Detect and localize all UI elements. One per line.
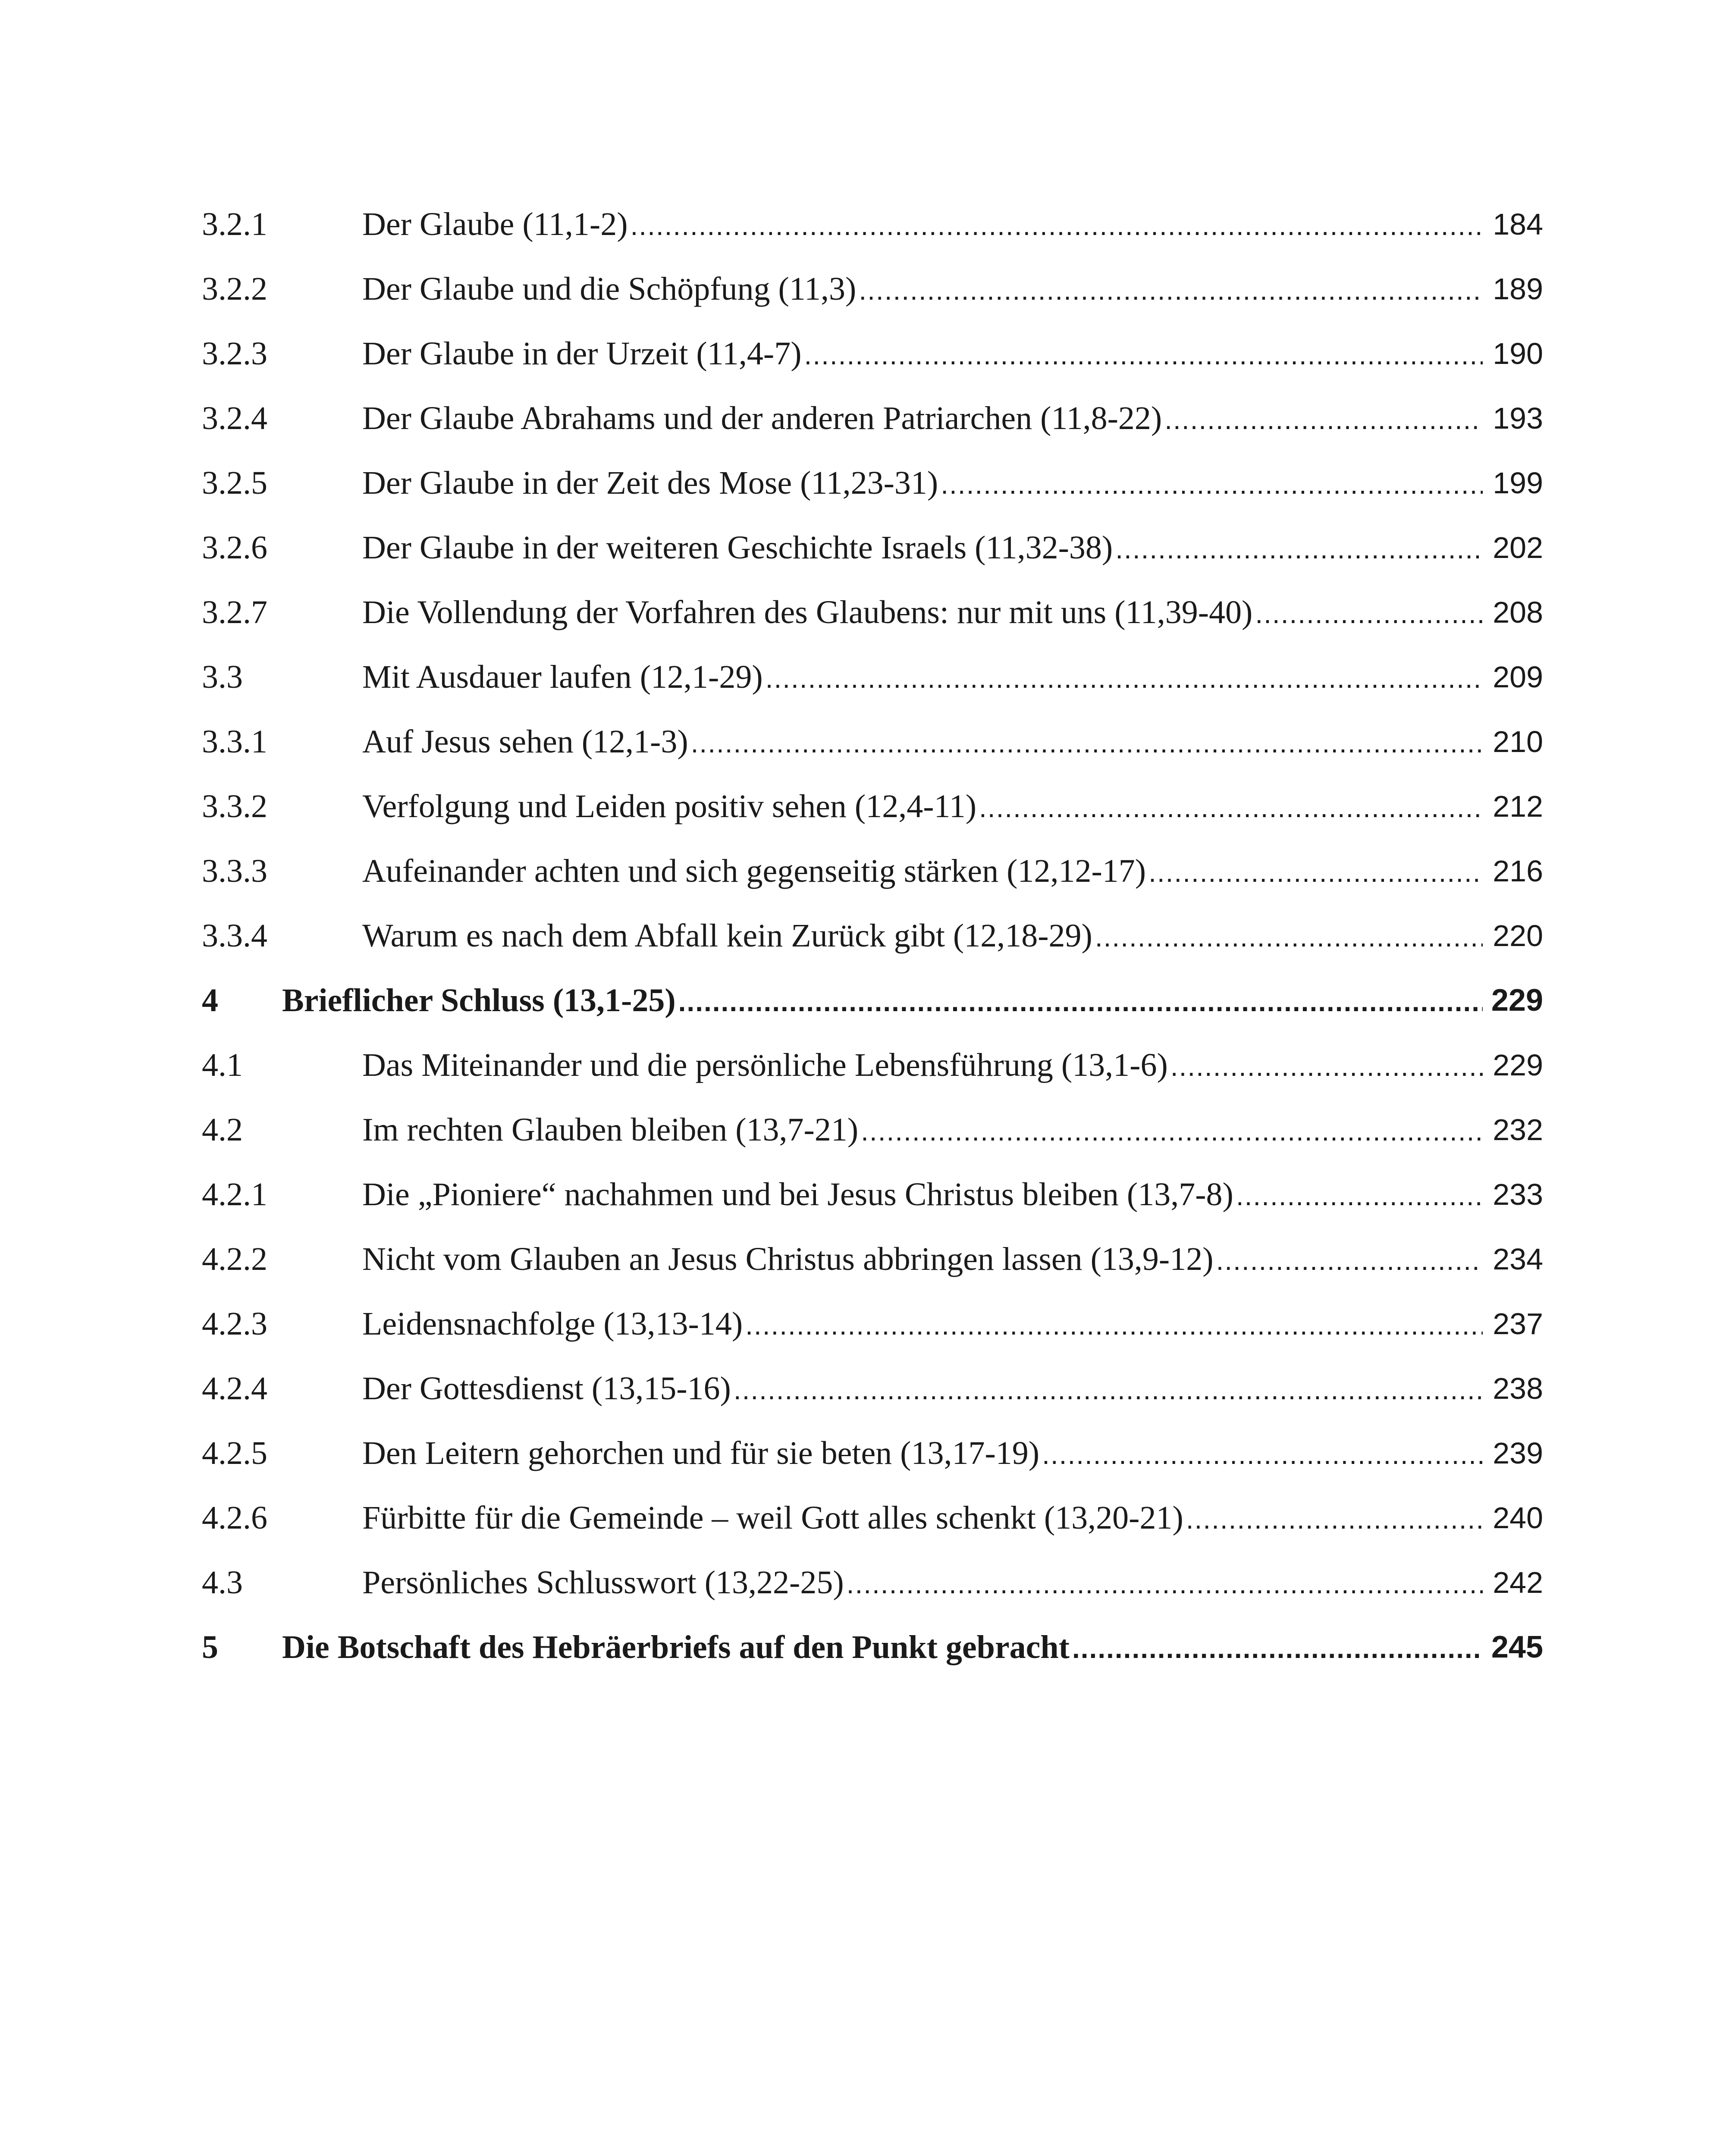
toc-dot-leader [1070, 1627, 1483, 1670]
toc-entry-number: 3.3.4 [202, 918, 267, 954]
toc-entry-title: Der Glaube und die Schöpfung (11,3) [362, 271, 857, 307]
toc-dot-leader [1092, 915, 1483, 959]
toc-entry[interactable] [202, 914, 1543, 979]
toc-entry[interactable] [202, 397, 1543, 461]
toc-entry-number: 3.2.3 [202, 335, 267, 372]
toc-entry-page: 193 [1493, 401, 1543, 435]
toc-entry-title: Die Botschaft des Hebräerbriefs auf den Punkt gebracht [282, 1629, 1070, 1665]
toc-entry[interactable] [202, 785, 1543, 849]
table-of-contents [202, 203, 1543, 1690]
toc-entry-title: Das Miteinander und die persönliche Lebensführung (13,1-6) [362, 1047, 1168, 1083]
toc-entry[interactable] [202, 1561, 1543, 1626]
toc-entry-page: 209 [1493, 660, 1543, 694]
toc-entry-page: 233 [1493, 1178, 1543, 1211]
toc-entry-number: 3.2.2 [202, 271, 267, 307]
toc-entry-page: 242 [1493, 1566, 1543, 1599]
toc-entry-title: Die Vollendung der Vorfahren des Glaubens: nur mit uns (11,39-40) [362, 594, 1253, 630]
toc-entry-title: Im rechten Glauben bleiben (13,7-21) [362, 1112, 859, 1148]
toc-entry-number: 3.2.1 [202, 206, 267, 242]
toc-entry-title: Aufeinander achten und sich gegenseitig stärken (12,12-17) [362, 853, 1146, 889]
toc-entry-page: 208 [1493, 595, 1543, 629]
toc-dot-leader [676, 980, 1483, 1023]
toc-entry-number: 4.3 [202, 1564, 243, 1601]
toc-entry-number: 4.2.5 [202, 1435, 267, 1471]
toc-dot-leader [1183, 1498, 1483, 1541]
toc-entry-number: 3.2.6 [202, 530, 267, 566]
toc-dot-leader [688, 721, 1483, 765]
toc-entry-title: Fürbitte für die Gemeinde – weil Gott alles schenkt (13,20-21) [362, 1500, 1183, 1536]
toc-entry-page: 202 [1493, 531, 1543, 564]
toc-dot-leader [628, 204, 1483, 247]
toc-entry-number: 3.3 [202, 659, 243, 695]
toc-entry-page: 220 [1493, 919, 1543, 953]
toc-entry-title: Den Leitern gehorchen und für sie beten (13,17-19) [362, 1435, 1040, 1471]
toc-entry-page: 239 [1493, 1436, 1543, 1470]
toc-entry-number: 3.3.1 [202, 724, 267, 760]
toc-entry-page: 245 [1491, 1630, 1543, 1664]
toc-entry[interactable] [202, 849, 1543, 914]
toc-entry[interactable] [202, 1173, 1543, 1238]
toc-entry[interactable] [202, 267, 1543, 332]
toc-entry-title: Der Glaube Abrahams und der anderen Patriarchen (11,8-22) [362, 400, 1162, 436]
toc-entry-number: 4.2.6 [202, 1500, 267, 1536]
toc-entry-title: Der Glaube (11,1-2) [362, 206, 628, 242]
toc-dot-leader [1168, 1045, 1483, 1088]
toc-dot-leader [1162, 398, 1483, 441]
toc-entry[interactable] [202, 461, 1543, 526]
toc-dot-leader [743, 1304, 1483, 1347]
toc-entry-title: Brieflicher Schluss (13,1-25) [282, 982, 676, 1018]
toc-dot-leader [1039, 1433, 1483, 1476]
toc-entry-title: Nicht vom Glauben an Jesus Christus abbringen lassen (13,9-12) [362, 1241, 1214, 1277]
toc-entry-number: 4.2.1 [202, 1176, 267, 1213]
toc-entry-title: Warum es nach dem Abfall kein Zurück gibt (12,18-29) [362, 918, 1092, 954]
toc-entry-page: 184 [1493, 207, 1543, 241]
toc-dot-leader [802, 333, 1483, 376]
toc-entry-number: 3.2.7 [202, 594, 267, 630]
toc-entry-title: Verfolgung und Leiden positiv sehen (12,4-11) [362, 788, 976, 824]
toc-dot-leader [731, 1368, 1483, 1411]
toc-entry-title: Auf Jesus sehen (12,1-3) [362, 724, 688, 760]
toc-dot-leader [858, 1109, 1483, 1153]
toc-entry-number: 4.1 [202, 1047, 243, 1083]
toc-entry-number: 4.2.2 [202, 1241, 267, 1277]
toc-chapter-entry[interactable] [202, 1626, 1543, 1690]
toc-entry-number: 4 [202, 982, 218, 1018]
toc-entry[interactable] [202, 526, 1543, 591]
toc-entry-title: Der Glaube in der weiteren Geschichte Israels (11,32-38) [362, 530, 1113, 566]
toc-dot-leader [844, 1562, 1483, 1605]
toc-entry-number: 3.2.5 [202, 465, 267, 501]
toc-entry-page: 229 [1491, 983, 1543, 1018]
toc-dot-leader [976, 786, 1483, 829]
toc-entry-page: 199 [1493, 466, 1543, 500]
toc-entry-page: 237 [1493, 1307, 1543, 1341]
toc-entry-page: 234 [1493, 1242, 1543, 1276]
toc-entry[interactable] [202, 203, 1543, 267]
toc-entry-page: 229 [1493, 1048, 1543, 1082]
toc-entry-title: Der Gottesdienst (13,15-16) [362, 1370, 731, 1407]
toc-entry[interactable] [202, 1496, 1543, 1561]
toc-entry[interactable] [202, 1302, 1543, 1367]
toc-entry-page: 190 [1493, 337, 1543, 370]
toc-entry[interactable] [202, 1044, 1543, 1108]
toc-entry-page: 216 [1493, 854, 1543, 888]
toc-entry-page: 240 [1493, 1501, 1543, 1535]
toc-entry-page: 232 [1493, 1113, 1543, 1147]
toc-entry-title: Leidensnachfolge (13,13-14) [362, 1306, 743, 1342]
toc-entry-number: 4.2.4 [202, 1370, 267, 1407]
toc-dot-leader [938, 463, 1483, 506]
toc-dot-leader [1113, 527, 1483, 570]
toc-entry-number: 3.2.4 [202, 400, 267, 436]
toc-entry-title: Persönliches Schlusswort (13,22-25) [362, 1564, 844, 1601]
toc-chapter-entry[interactable] [202, 979, 1543, 1044]
toc-entry-title: Der Glaube in der Urzeit (11,4-7) [362, 335, 802, 372]
toc-entry-page: 238 [1493, 1372, 1543, 1405]
toc-dot-leader [856, 269, 1483, 312]
toc-dot-leader [1252, 592, 1483, 635]
toc-dot-leader [1146, 851, 1483, 894]
toc-entry[interactable] [202, 720, 1543, 785]
toc-entry-number: 3.3.3 [202, 853, 267, 889]
toc-entry[interactable] [202, 591, 1543, 655]
toc-entry[interactable] [202, 655, 1543, 720]
toc-entry-title: Der Glaube in der Zeit des Mose (11,23-31) [362, 465, 938, 501]
toc-entry-page: 189 [1493, 272, 1543, 306]
toc-dot-leader [763, 657, 1483, 700]
toc-entry-page: 212 [1493, 790, 1543, 823]
toc-entry[interactable] [202, 1367, 1543, 1432]
toc-entry[interactable] [202, 1108, 1543, 1173]
toc-entry[interactable] [202, 1238, 1543, 1302]
toc-entry[interactable] [202, 1432, 1543, 1496]
toc-entry-title: Mit Ausdauer laufen (12,1-29) [362, 659, 763, 695]
toc-dot-leader [1233, 1174, 1483, 1217]
toc-entry-number: 4.2 [202, 1112, 243, 1148]
toc-entry[interactable] [202, 332, 1543, 397]
toc-dot-leader [1214, 1239, 1483, 1282]
toc-entry-title: Die „Pioniere“ nachahmen und bei Jesus Christus bleiben (13,7-8) [362, 1176, 1233, 1213]
toc-entry-number: 3.3.2 [202, 788, 267, 824]
toc-entry-number: 5 [202, 1629, 218, 1665]
toc-entry-number: 4.2.3 [202, 1306, 267, 1342]
toc-entry-page: 210 [1493, 725, 1543, 758]
